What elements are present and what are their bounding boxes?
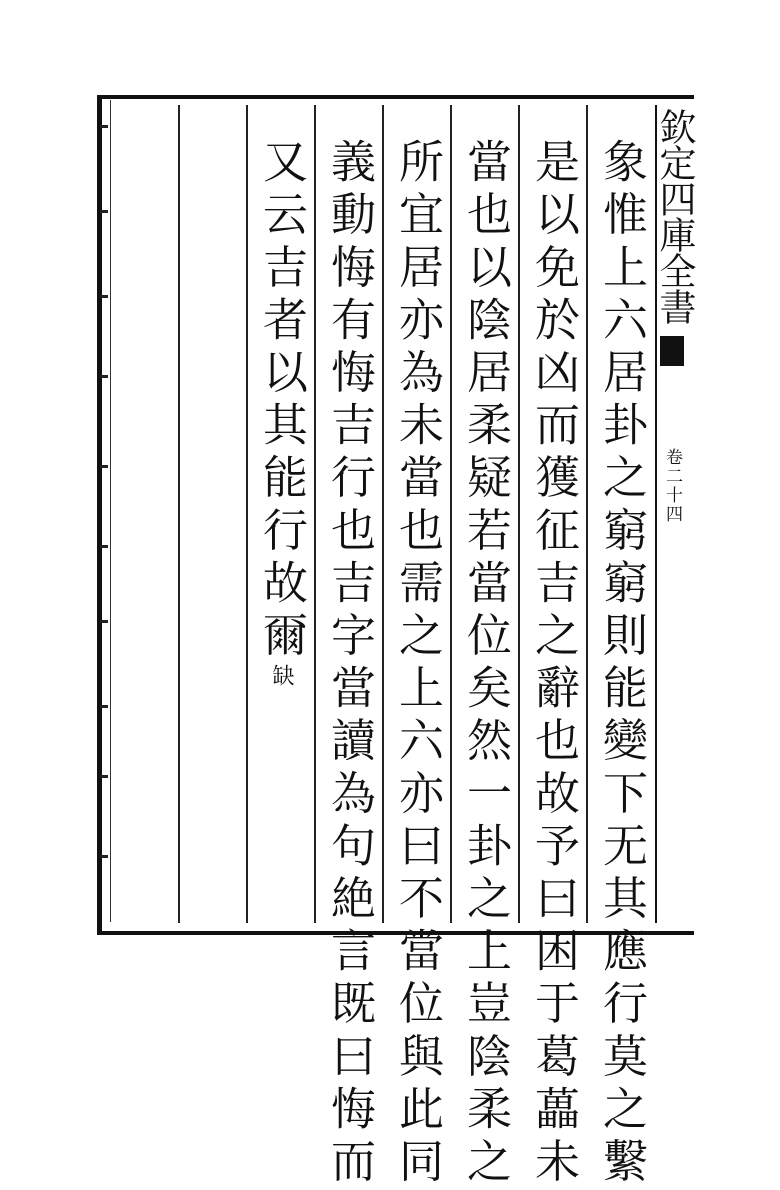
text-column-2: 是以免於凶而獲征吉之辭也故予曰困于葛藟未 <box>527 138 580 1190</box>
column-6-text: 又云吉者以其能行故爾 <box>255 138 308 664</box>
column-rule <box>518 105 520 923</box>
worn-edge-marks <box>99 115 109 905</box>
text-column-4: 所宜居亦為未當也需之上六亦曰不當位與此同 <box>391 138 444 1190</box>
column-rule <box>382 105 384 923</box>
column-rule <box>314 105 316 923</box>
text-column-1: 象惟上六居卦之窮窮則能變下无其應行莫之繫 <box>595 138 648 1190</box>
column-rule <box>450 105 452 923</box>
text-column-5: 義動悔有悔吉行也吉字當讀為句絶言既曰悔而 <box>323 138 376 1190</box>
text-column-6 <box>250 138 312 928</box>
text-column-3: 當也以陰居柔疑若當位矣然一卦之上豈陰柔之 <box>459 138 512 1190</box>
column-rule <box>178 105 180 923</box>
margin-title: 欽定四庫全書 <box>653 108 696 324</box>
fish-tail-mark <box>660 336 684 366</box>
lacuna-note: 缺 <box>269 664 294 686</box>
inner-border-line <box>110 100 111 922</box>
margin-volume: 卷二十四 <box>662 448 682 524</box>
column-rule <box>246 105 248 923</box>
column-rule <box>586 105 588 923</box>
